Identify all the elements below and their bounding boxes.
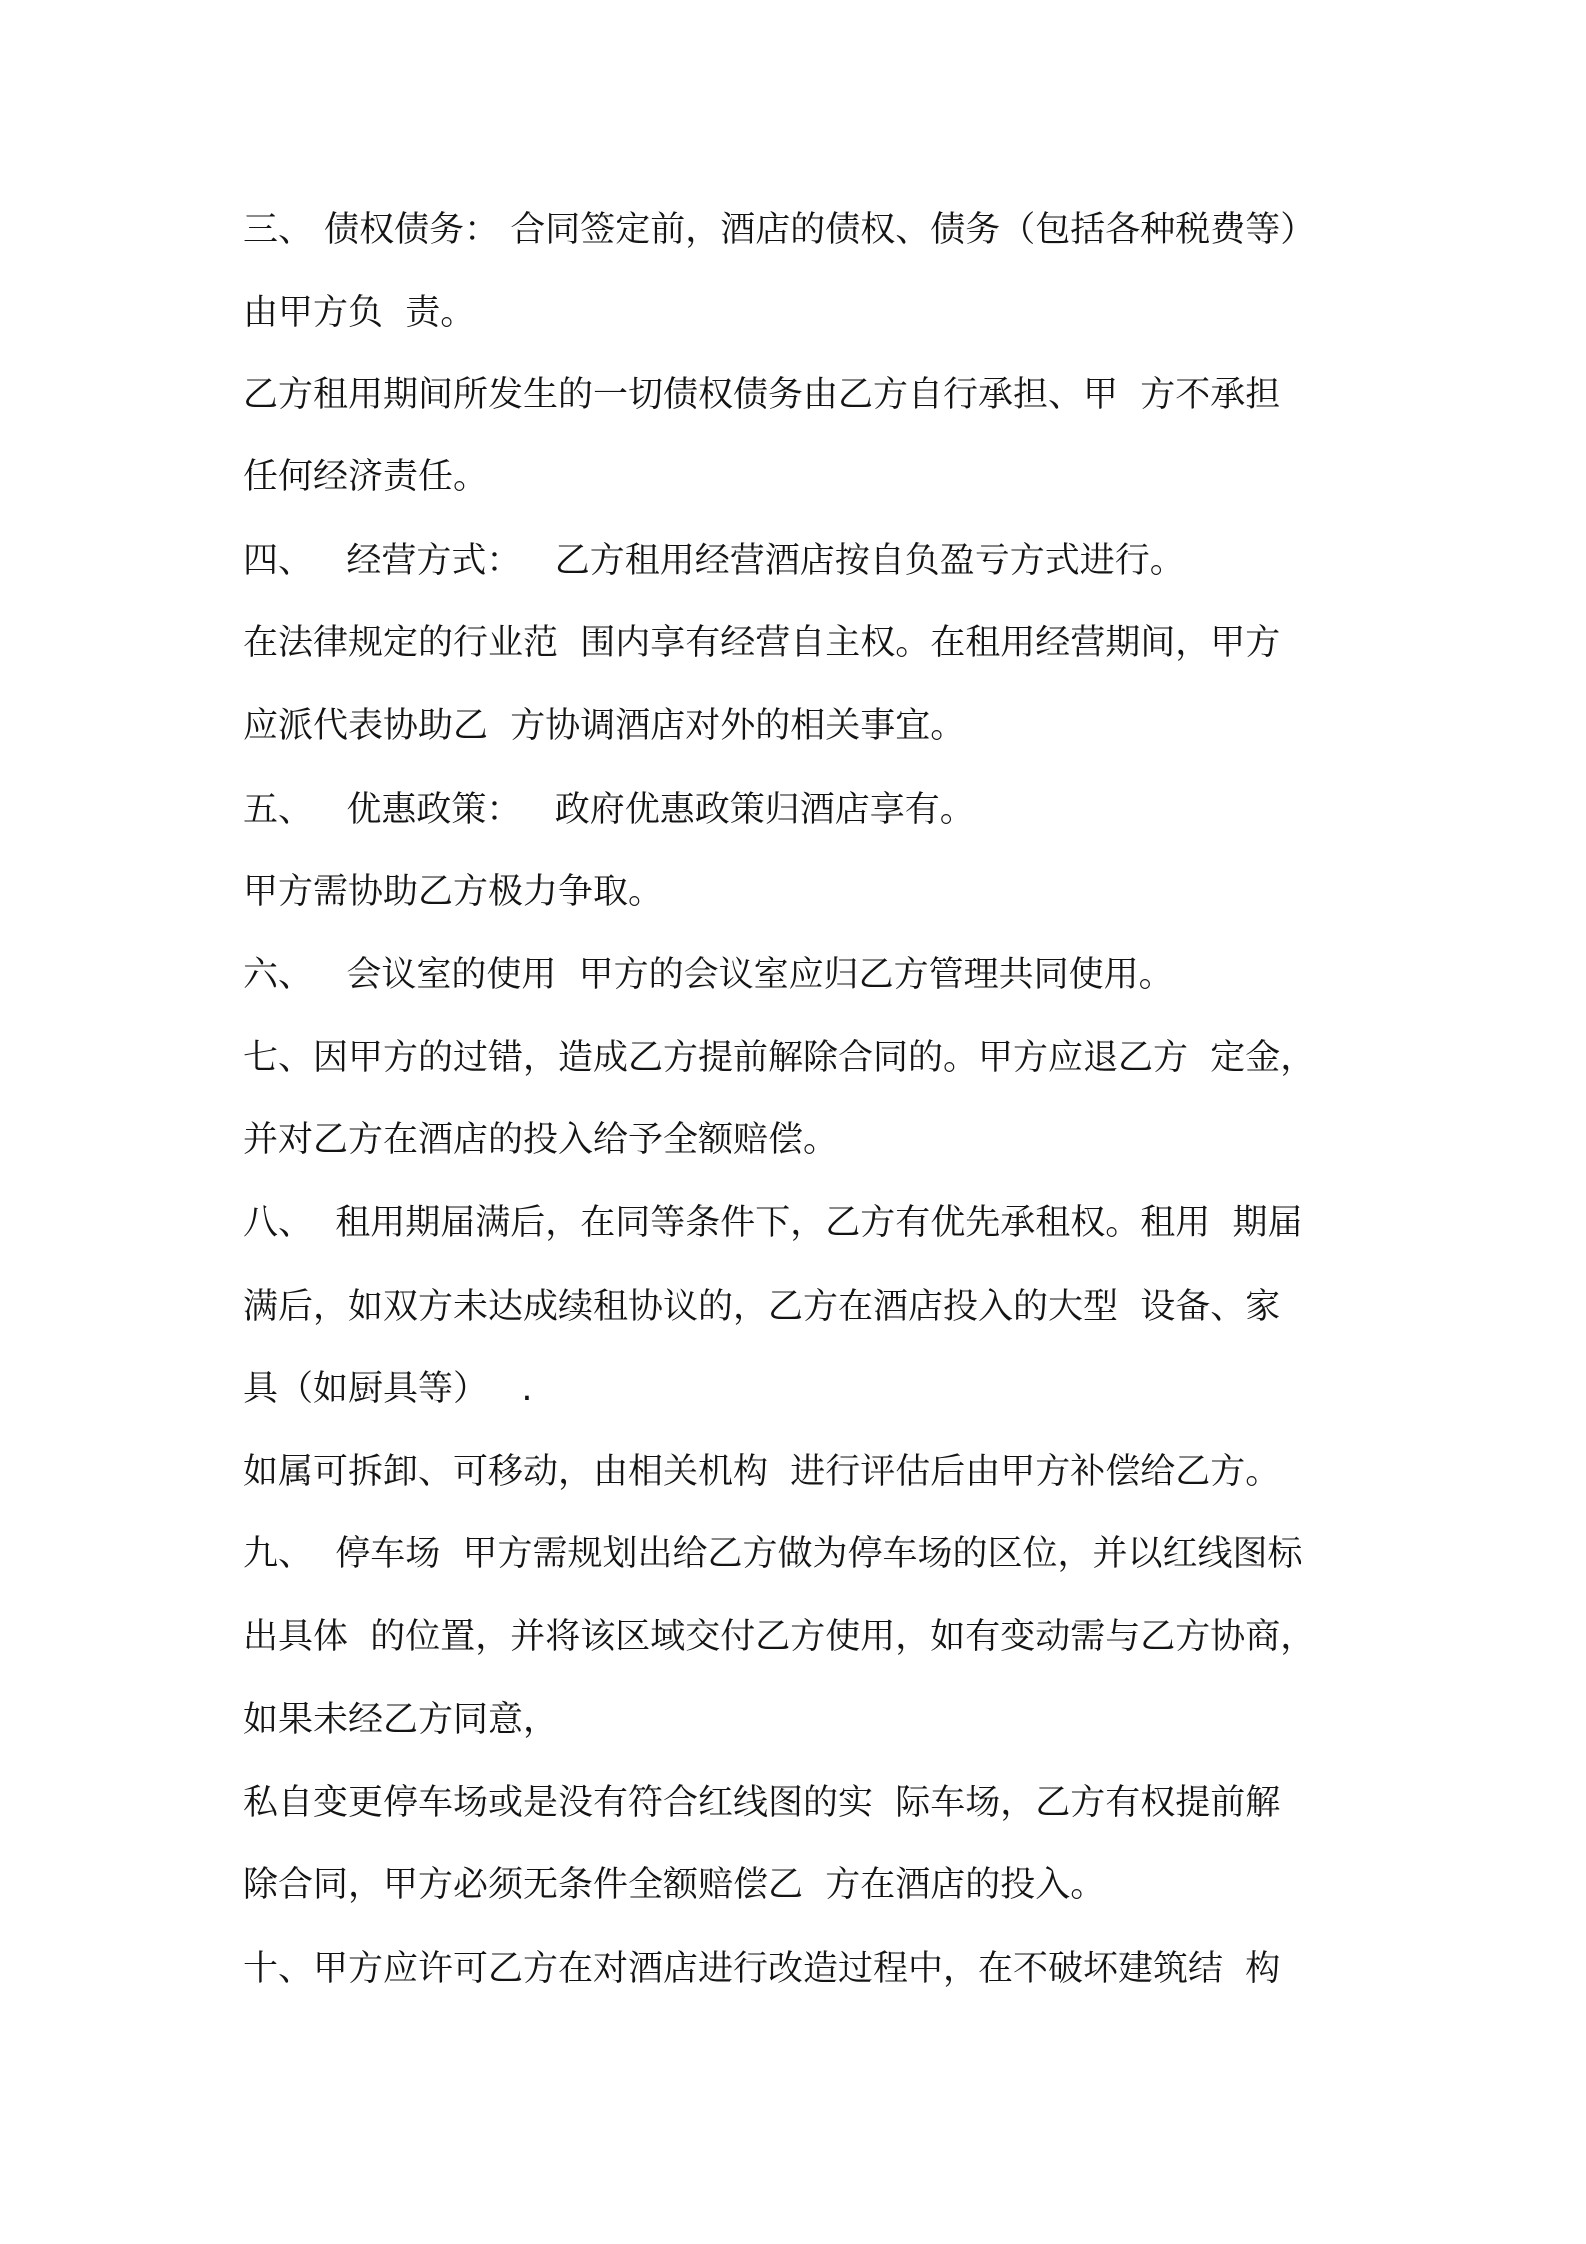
text-line-3: 乙方租用期间所发生的一切债权债务由乙方自行承担、甲 方不承担 <box>243 375 1281 415</box>
text-line-19: 如果未经乙方同意， <box>243 1700 559 1740</box>
text-line-21: 除合同，甲方必须无条件全额赔偿乙 方在酒店的投入。 <box>243 1865 1106 1905</box>
text-line-16: 如属可拆卸、可移动，由相关机构 进行评估后由甲方补偿给乙方。 <box>243 1452 1281 1492</box>
text-line-5: 四、 经营方式： 乙方租用经营酒店按自负盈亏方式进行。 <box>243 541 1185 581</box>
text-line-2: 由甲方负 责。 <box>243 293 476 333</box>
text-line-18: 出具体 的位置，并将该区域交付乙方使用，如有变动需与乙方协商， <box>243 1617 1316 1657</box>
text-line-8: 五、 优惠政策： 政府优惠政策归酒店享有。 <box>243 790 975 830</box>
text-line-11: 七、因甲方的过错，造成乙方提前解除合同的。甲方应退乙方 定金， <box>243 1038 1316 1078</box>
text-line-20: 私自变更停车场或是没有符合红线图的实 际车场，乙方有权提前解 <box>243 1783 1281 1823</box>
text-line-10: 六、 会议室的使用 甲方的会议室应归乙方管理共同使用。 <box>243 955 1174 995</box>
text-line-17: 九、 停车场 甲方需规划出给乙方做为停车场的区位，并以红线图标 <box>243 1534 1303 1574</box>
text-line-9: 甲方需协助乙方极力争取。 <box>243 872 664 912</box>
text-line-14: 满后，如双方未达成续租协议的，乙方在酒店投入的大型 设备、家 <box>243 1287 1281 1327</box>
text-line-1: 三、 债权债务： 合同签定前，酒店的债权、债务（包括各种税费等） <box>243 210 1316 250</box>
text-line-12: 并对乙方在酒店的投入给予全额赔偿。 <box>243 1120 839 1160</box>
text-line-6: 在法律规定的行业范 围内享有经营自主权。在租用经营期间，甲方 <box>243 623 1281 663</box>
text-line-13: 八、 租用期届满后，在同等条件下，乙方有优先承租权。租用 期届 <box>243 1203 1303 1243</box>
text-line-4: 任何经济责任。 <box>243 457 489 497</box>
text-line-22: 十、甲方应许可乙方在对酒店进行改造过程中，在不破坏建筑结 构 <box>243 1949 1281 1989</box>
text-line-15: 具（如厨具等） . <box>243 1369 533 1409</box>
text-line-7: 应派代表协助乙 方协调酒店对外的相关事宜。 <box>243 706 966 746</box>
